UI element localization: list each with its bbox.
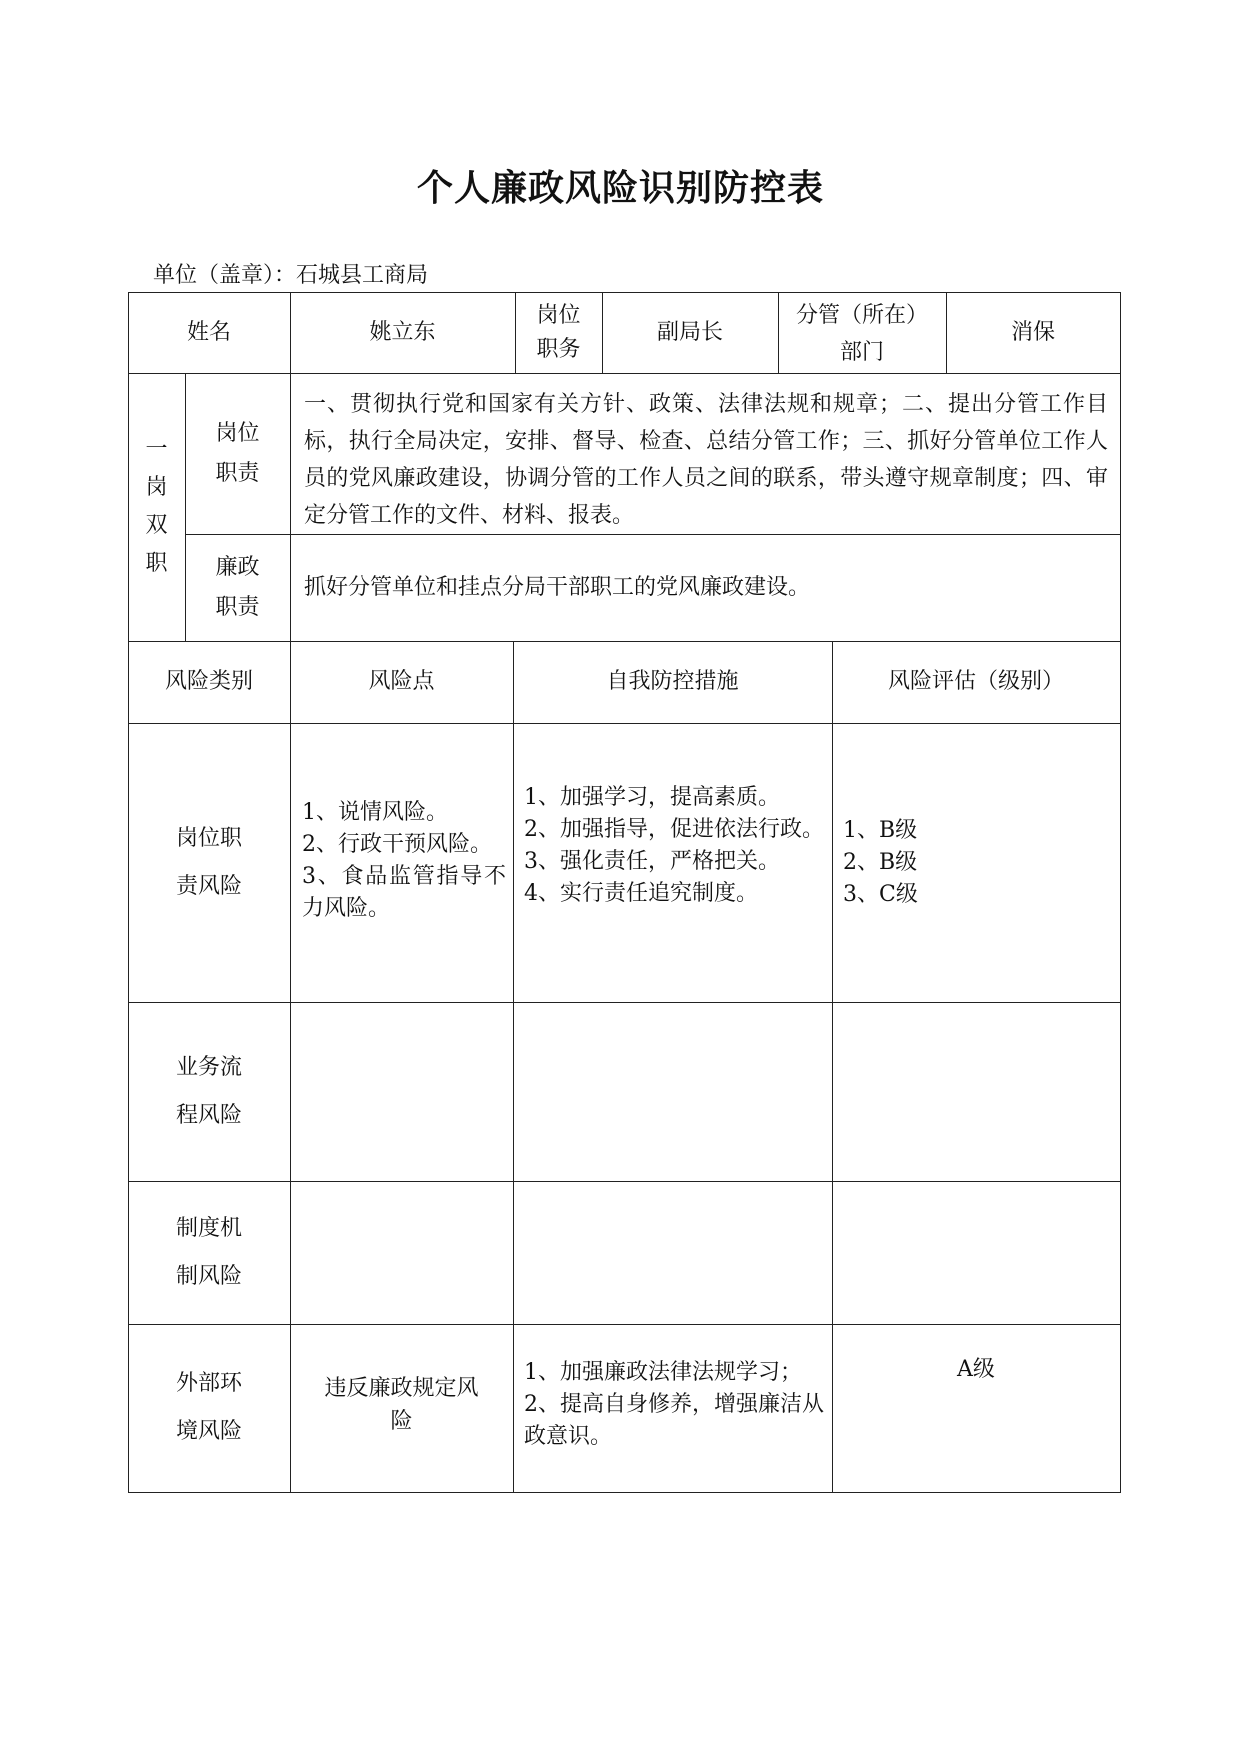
duty-group-char: 职 bbox=[145, 551, 168, 576]
page-title: 个人廉政风险识别防控表 bbox=[416, 167, 824, 209]
risk-category-line: 责风险 bbox=[175, 873, 242, 899]
risk-points bbox=[302, 797, 506, 925]
duty-group-char: 一 bbox=[145, 437, 168, 462]
risk-category-line: 制风险 bbox=[175, 1263, 242, 1289]
risk-category-line: 外部环 bbox=[175, 1371, 242, 1396]
dept-label-line: 分管（所在） bbox=[795, 302, 928, 328]
post-duty-label-line: 岗位 bbox=[215, 420, 260, 446]
duty-group-char: 双 bbox=[145, 513, 168, 538]
risk-category bbox=[128, 1181, 290, 1324]
risk-level-text: A级 bbox=[957, 1357, 995, 1383]
risk-category bbox=[128, 1324, 290, 1492]
table-rule bbox=[290, 641, 291, 1493]
col-header-category: 风险类别 bbox=[164, 669, 253, 695]
col-header-point: 风险点 bbox=[368, 669, 435, 695]
post-duty-label bbox=[185, 373, 290, 534]
risk-level-item: 2、B级 bbox=[843, 850, 918, 875]
duty-group-label bbox=[128, 373, 185, 641]
position-label-line: 职务 bbox=[536, 336, 581, 362]
position-value: 副局长 bbox=[656, 319, 723, 345]
dept-value: 消保 bbox=[1010, 319, 1055, 345]
unit-line: 单位（盖章）：石城县工商局 bbox=[153, 263, 429, 288]
clean-duty-text: 抓好分管单位和挂点分局干部职工的党风廉政建设。 bbox=[304, 574, 811, 600]
risk-point-item: 3、食品监管指导不力风险。 bbox=[302, 864, 506, 921]
risk-category bbox=[128, 723, 290, 1002]
post-duty-text: 一、贯彻执行党和国家有关方针、政策、法律法规和规章；二、提出分管工作目标，执行全局决定，安排、督导、检查、总结分管工作；三、抓好分管单位工作人员的党风廉政建设，协调分管的工作人员之间的联系，带头遵守规章制度；四、审定分管工作的文件、材料、报表。 bbox=[304, 392, 1108, 528]
col-header-level: 风险评估（级别） bbox=[887, 669, 1064, 695]
risk-measure-item: 1、加强廉政法律法规学习； bbox=[524, 1360, 802, 1385]
risk-category-line: 程风险 bbox=[175, 1102, 242, 1128]
risk-measure-item: 4、实行责任追究制度。 bbox=[524, 881, 758, 906]
risk-category-line: 岗位职 bbox=[175, 825, 242, 851]
table-rule bbox=[1120, 292, 1121, 1493]
col-header-measures: 自我防控措施 bbox=[606, 669, 739, 695]
post-duty-label-line: 职责 bbox=[215, 460, 260, 486]
risk-category bbox=[128, 1002, 290, 1181]
risk-point-item: 1、说情风险。 bbox=[302, 800, 448, 825]
risk-level-item: 3、C级 bbox=[843, 882, 918, 907]
risk-measures bbox=[524, 1357, 824, 1453]
dept-label-line: 部门 bbox=[839, 339, 884, 365]
risk-measure-item: 2、加强指导，促进依法行政。 bbox=[524, 817, 824, 842]
risk-category-line: 境风险 bbox=[175, 1419, 242, 1444]
clean-duty-label bbox=[185, 534, 290, 641]
position-label-line: 岗位 bbox=[536, 302, 581, 328]
position-label bbox=[515, 292, 602, 373]
risk-measure-item: 2、提高自身修养，增强廉洁从政意识。 bbox=[524, 1392, 824, 1449]
risk-measures bbox=[524, 782, 824, 910]
risk-level-item: 1、B级 bbox=[843, 818, 918, 843]
duty-group-char: 岗 bbox=[145, 475, 168, 500]
risk-levels bbox=[843, 815, 1043, 911]
risk-point-text: 违反廉政规定风险 bbox=[324, 1376, 479, 1434]
risk-measure-item: 1、加强学习，提高素质。 bbox=[524, 785, 780, 810]
risk-category-line: 业务流 bbox=[175, 1054, 242, 1080]
clean-duty-label-line: 职责 bbox=[215, 594, 260, 620]
clean-duty-label-line: 廉政 bbox=[215, 554, 260, 580]
dept-label bbox=[778, 292, 946, 373]
name-label: 姓名 bbox=[186, 319, 231, 345]
table-rule bbox=[513, 641, 514, 1493]
risk-category-line: 制度机 bbox=[175, 1215, 242, 1241]
table-rule bbox=[128, 1492, 1121, 1493]
risk-measure-item: 3、强化责任，严格把关。 bbox=[524, 849, 780, 874]
risk-point-item: 2、行政干预风险。 bbox=[302, 832, 492, 857]
name-value: 姚立东 bbox=[369, 319, 436, 345]
